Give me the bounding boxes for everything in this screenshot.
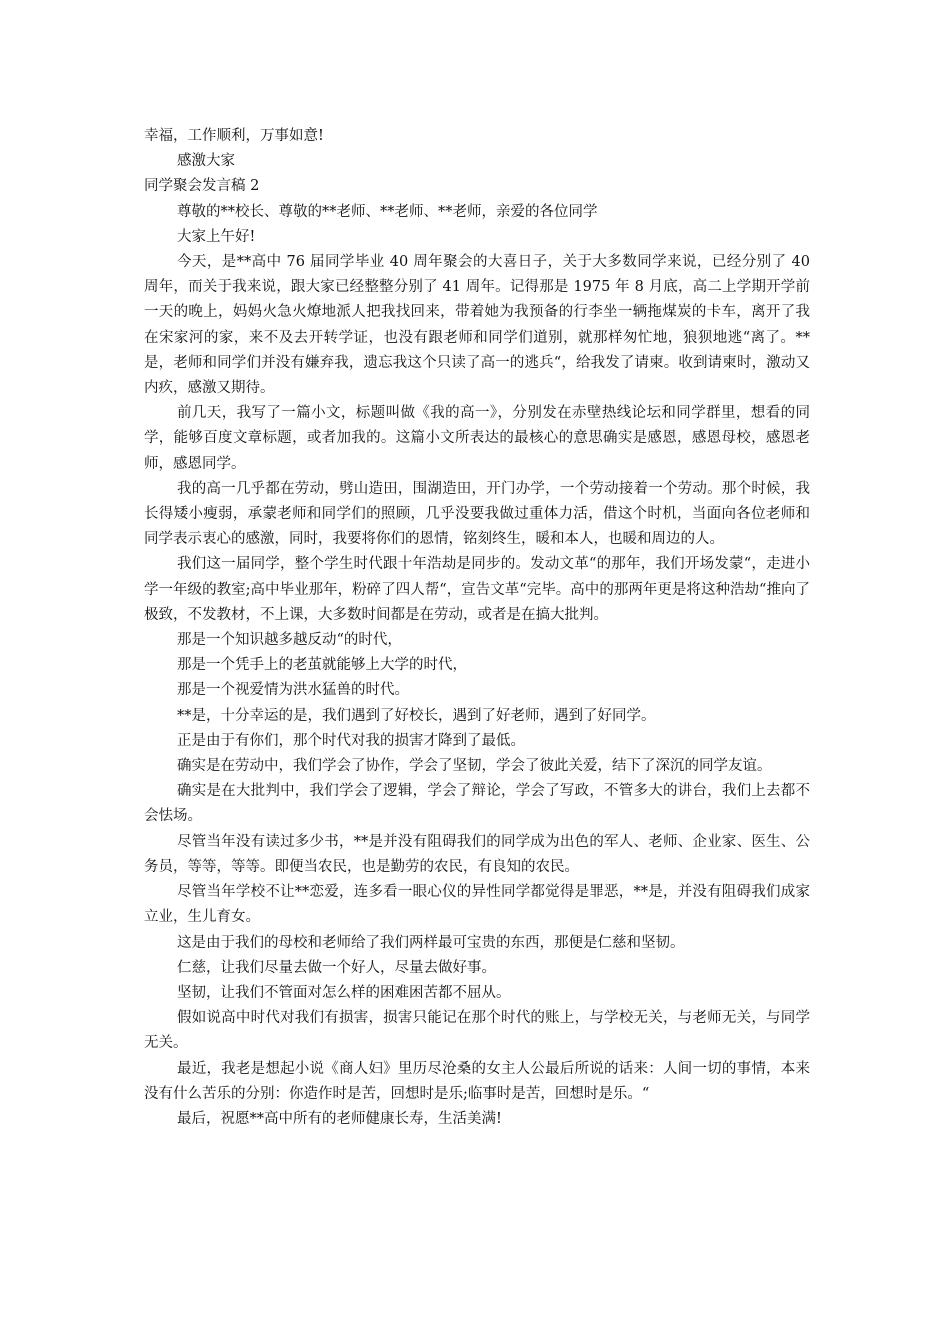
paragraph-body: 这是由于我们的母校和老师给了我们两样最可宝贵的东西，那便是仁慈和坚韧。 [177,934,685,951]
paragraph-body: 尽管当年学校不让**恋爱，连多看一眼心仪的异性同学都觉得是罪恶，**是，并没有阻碍我们成家立业，生儿育女。 [144,884,810,926]
paragraph-thanks: 感激大家 [177,153,235,170]
paragraph-body: 假如说高中时代对我们有损害，损害只能记在那个时代的账上，与学校无关，与老师无关，与同学无关。 [144,1010,810,1052]
paragraph-body: 我的高一几乎都在劳动，劈山造田，围湖造田，开门办学，一个劳动接着一个劳动。那个时候，我长得矮小瘦弱，承蒙老师和同学们的照顾，几乎没要我做过重体力活，借这个时机，当面向各位老师和同学表示衷心的感激，同时，我要将你们的恩情，铭刻终生，暖和本人，也暖和周边的人。 [144,480,810,548]
paragraph-body: 仁慈，让我们尽量去做一个好人，尽量去做好事。 [177,959,496,976]
paragraph-closing-wish: 幸福，工作顺利，万事如意! [144,128,324,144]
paragraph-body: 今天，是**高中 76 届同学毕业 40 周年聚会的大喜日子，关于大多数同学来说，已经分别了 40 周年，而关于我来说，跟大家已经整整分别了 41 周年。记得那是 1975 年 8 月底，高二上学期开学前一天的晚上，妈妈火急火燎地派人把我找回来，带着她为我预备的行李坐一辆拖煤炭的卡车，离开了我在宋家河的家，来不及去开转学证，也没有跟老师和同学们道别，就那样匆忙地，狼狈地逃“离了。**是，老师和同学们并没有嫌弃我，遗忘我这个只读了高一的逃兵“，给我发了请柬。收到请柬时，激动又内疚，感激又期待。 [144,254,810,397]
paragraph-body: 坚韧，让我们不管面对怎么样的困难困苦都不屈从。 [177,984,511,1001]
document-page [144,124,810,1132]
paragraph-body: 前几天，我写了一篇小文，标题叫做《我的高一》，分别发在赤壁热线论坛和同学群里，想看的同学，能够百度文章标题，或者加我的。这篇小文所表达的最核心的意思确实是感恩，感恩母校，感恩老师，感恩同学。 [144,405,810,472]
paragraph-body: 正是由于有你们，那个时代对我的损害才降到了最低。 [177,732,525,749]
paragraph-body: 最近，我老是想起小说《商人妇》里历尽沧桑的女主人公最后所说的话来：人间一切的事情，本来没有什么苦乐的分别：你造作时是苦，回想时是乐;临事时是苦，回想时是乐。“ [144,1060,810,1102]
paragraph-body: 那是一个凭手上的老茧就能够上大学的时代， [177,657,467,674]
paragraph-body: 那是一个视爱情为洪水猛兽的时代。 [177,682,409,699]
paragraph-greeting: 大家上午好! [177,228,256,245]
paragraph-body: 那是一个知识越多越反动“的时代， [177,632,402,649]
paragraph-body: 确实是在大批判中，我们学会了逻辑，学会了辩论，学会了写政，不管多大的讲台，我们上去都不会怯场。 [144,783,810,825]
paragraph-body: 确实是在劳动中，我们学会了协作，学会了坚韧，学会了彼此关爱，结下了深沉的同学友谊。 [177,758,772,775]
paragraph-final-wish: 最后，祝愿**高中所有的老师健康长寿，生活美满! [177,1110,502,1127]
paragraph-salutation: 尊敬的**校长、尊敬的**老师、**老师、**老师，亲爱的各位同学 [177,203,598,220]
paragraph-body: 尽管当年没有读过多少书，**是并没有阻碍我们的同学成为出色的军人、老师、企业家、医生、公务员，等等，等等。即便当农民，也是勤劳的农民，有良知的农民。 [144,833,810,875]
speech-title: 同学聚会发言稿 2 [144,178,260,195]
paragraph-body: 我们这一届同学，整个学生时代跟十年浩劫是同步的。发动文革“的那年，我们开场发蒙“，走进小学一年级的教室;高中毕业那年，粉碎了四人帮“，宣告文革“完毕。高中的那两年更是将这种浩劫“推向了极致，不发教材，不上课，大多数时间都是在劳动，或者是在搞大批判。 [144,556,810,623]
paragraph-body: **是，十分幸运的是，我们遇到了好校长，遇到了好老师，遇到了好同学。 [177,707,656,724]
